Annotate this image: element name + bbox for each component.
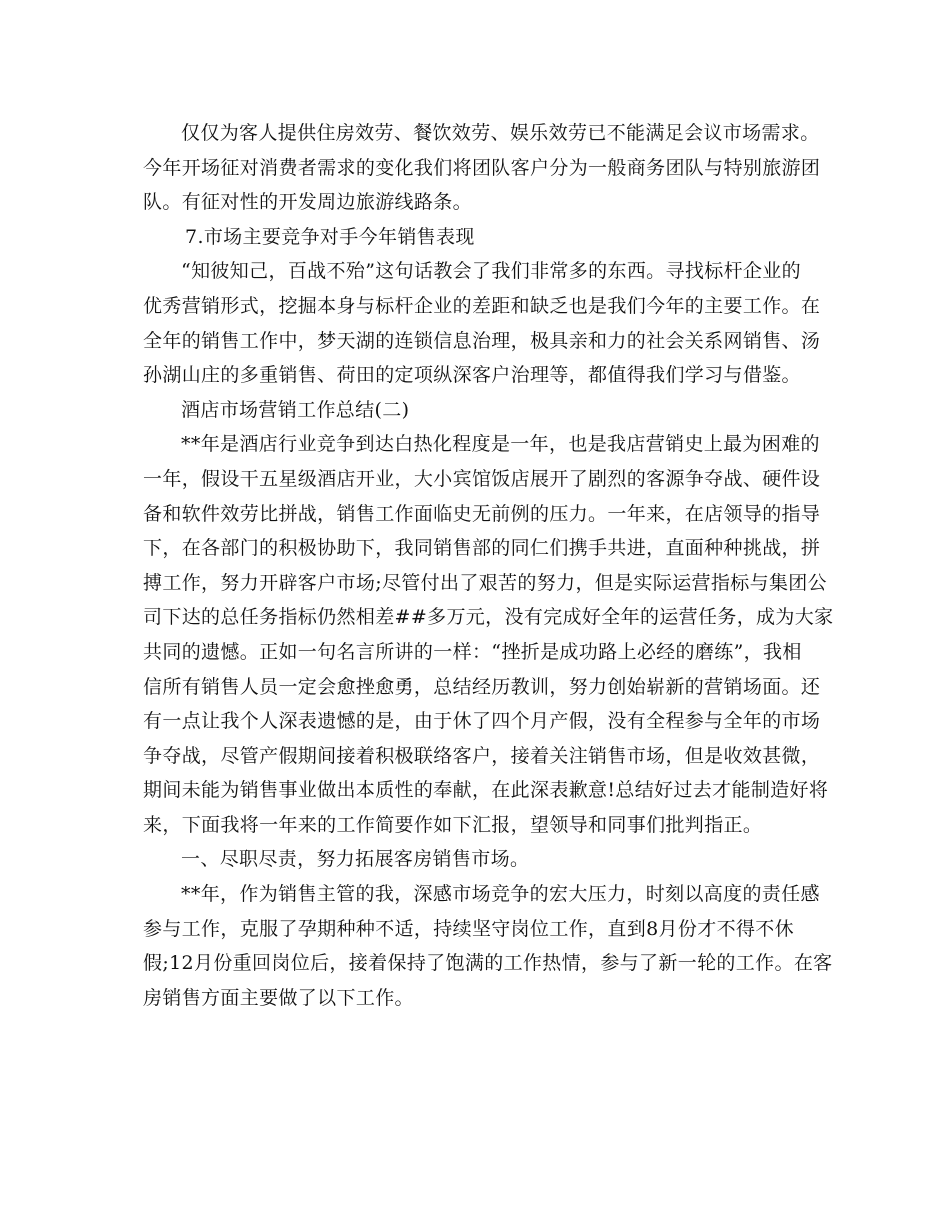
paragraph-line: 搏工作，努力开辟客户市场;尽管付出了艰苦的努力，但是实际运营指标与集团公 [143,571,828,594]
paragraph-line: 共同的遗憾。正如一句名言所讲的一样：“挫折是成功路上必经的磨练”，我相 [143,640,802,663]
paragraph-line: 仅仅为客人提供住房效劳、餐饮效劳、娱乐效劳已不能满足会议市场需求。 [181,122,820,144]
paragraph-line: “知彼知己，百战不殆”这句话教会了我们非常多的东西。寻找标杆企业的 [181,260,801,283]
paragraph-line: **年是酒店行业竞争到达白热化程度是一年，也是我店营销史上最为困难的 [181,433,820,456]
section-heading: 7.市场主要竞争对手今年销售表现 [185,225,475,248]
paragraph-line: 司下达的总任务指标仍然相差##多万元，没有完成好全年的运营任务，成为大家 [143,606,834,629]
paragraph-line: 假;12月份重回岗位后，接着保持了饱满的工作热情，参与了新一轮的工作。在客 [143,952,833,975]
document-page [143,116,834,1015]
paragraph-line: 全年的销售工作中，梦天湖的连锁信息治理，极具亲和力的社会关系网销售、汤 [143,329,821,352]
section-title: 酒店市场营销工作总结(二) [181,398,410,421]
paragraph-line: 优秀营销形式，挖掘本身与标杆企业的差距和缺乏也是我们今年的主要工作。在 [143,294,821,317]
paragraph-line: 下，在各部门的积极协助下，我同销售部的同仁们携手共进，直面种种挑战，拼 [143,537,821,560]
paragraph-line: **年，作为销售主管的我，深感市场竞争的宏大压力，时刻以高度的责任感 [181,883,820,906]
paragraph-line: 今年开场征对消费者需求的变化我们将团队客户分为一般商务团队与特别旅游团 [143,156,821,179]
paragraph-line: 房销售方面主要做了以下工作。 [143,986,414,1009]
section-heading: 一、尽职尽责，努力拓展客房销售市场。 [181,848,530,871]
paragraph-line: 来，下面我将一年来的工作简要作如下汇报，望领导和同事们批判指正。 [143,813,763,836]
paragraph-line: 信所有销售人员一定会愈挫愈勇，总结经历教训，努力创始崭新的营销场面。还 [143,675,821,698]
paragraph-line: 争夺战，尽管产假期间接着积极联络客户，接着关注销售市场，但是收效甚微， [143,744,821,767]
paragraph-line: 一年，假设干五星级酒店开业，大小宾馆饭店展开了剧烈的客源争夺战、硬件设 [143,467,821,490]
paragraph-line: 期间未能为销售事业做出本质性的奉献，在此深表歉意!总结好过去才能制造好将 [143,779,829,802]
paragraph-line: 孙湖山庄的多重销售、荷田的定项纵深客户治理等，都值得我们学习与借鉴。 [143,364,801,387]
paragraph-line: 参与工作，克服了孕期种种不适，持续坚守岗位工作，直到8月份才不得不休 [143,917,794,940]
paragraph-line: 队。有征对性的开发周边旅游线路条。 [143,191,472,214]
paragraph-line: 有一点让我个人深表遗憾的是，由于休了四个月产假，没有全程参与全年的市场 [143,710,821,733]
paragraph-line: 备和软件效劳比拼战，销售工作面临史无前例的压力。一年来，在店领导的指导 [143,502,821,525]
